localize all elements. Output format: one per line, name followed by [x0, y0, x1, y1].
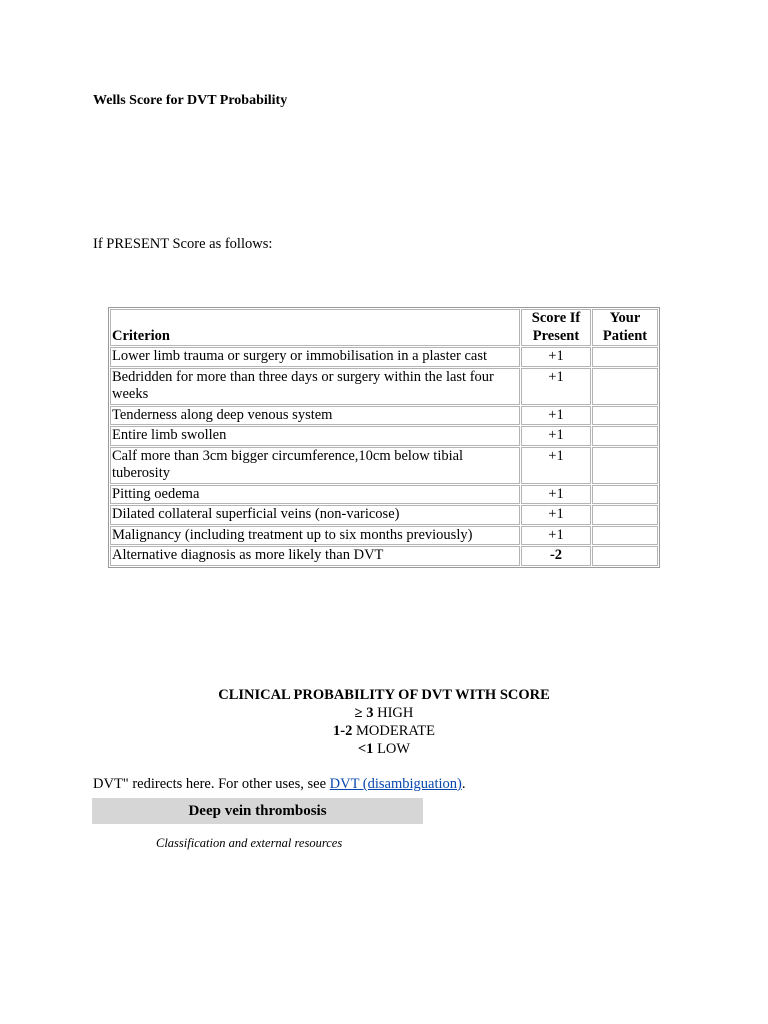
criterion-cell: Malignancy (including treatment up to six months previously)	[110, 526, 520, 546]
probability-title: CLINICAL PROBABILITY OF DVT WITH SCORE	[218, 687, 550, 703]
infobox-header: Deep vein thrombosis	[92, 798, 423, 824]
low-label: LOW	[373, 741, 411, 757]
criterion-cell: Entire limb swollen	[110, 426, 520, 446]
high-label: HIGH	[373, 705, 414, 721]
classification-caption: Classification and external resources	[156, 836, 343, 850]
score-header-line1: Score If	[531, 310, 581, 326]
criterion-cell: Tenderness along deep venous system	[110, 406, 520, 426]
patient-header-line2: Patient	[602, 327, 648, 344]
score-cell: +1	[521, 347, 591, 367]
disambiguation-link[interactable]: DVT (disambiguation)	[329, 776, 462, 792]
score-cell: +1	[521, 368, 591, 405]
table-row	[110, 406, 658, 426]
score-cell: +1	[521, 505, 591, 525]
page-title: Wells Score for DVT Probability	[93, 93, 288, 108]
score-header-line2: Present	[532, 327, 580, 344]
table-row	[110, 526, 658, 546]
redirect-note	[93, 776, 466, 793]
patient-cell[interactable]	[592, 505, 658, 525]
score-cell: +1	[521, 447, 591, 484]
table-row	[110, 347, 658, 367]
probability-moderate-line	[0, 722, 768, 740]
criterion-cell: Calf more than 3cm bigger circumference,10cm below tibial tuberosity	[110, 447, 520, 484]
moderate-label: MODERATE	[352, 723, 435, 739]
probability-high-line	[0, 704, 768, 722]
score-cell: -2	[521, 546, 591, 566]
score-cell: +1	[521, 526, 591, 546]
table-header-row	[110, 309, 658, 346]
intro-text: If PRESENT Score as follows:	[93, 236, 273, 252]
high-threshold: ≥ 3	[354, 705, 374, 721]
patient-cell[interactable]	[592, 347, 658, 367]
table-row	[110, 447, 658, 484]
criterion-cell: Bedridden for more than three days or surgery within the last four weeks	[110, 368, 520, 405]
table-row	[110, 426, 658, 446]
wells-score-table	[108, 307, 660, 568]
criterion-cell: Lower limb trauma or surgery or immobilisation in a plaster cast	[110, 347, 520, 367]
table-row	[110, 505, 658, 525]
patient-cell[interactable]	[592, 406, 658, 426]
patient-header	[592, 309, 658, 346]
patient-cell[interactable]	[592, 426, 658, 446]
table-row	[110, 368, 658, 405]
table-row	[110, 546, 658, 566]
criterion-header: Criterion	[110, 309, 520, 346]
criterion-cell: Alternative diagnosis as more likely than DVT	[110, 546, 520, 566]
probability-low-line	[0, 740, 768, 758]
score-cell: +1	[521, 406, 591, 426]
redirect-text: DVT" redirects here. For other uses, see	[93, 776, 330, 792]
low-threshold: <1	[357, 741, 374, 757]
criterion-cell: Pitting oedema	[110, 485, 520, 505]
score-header	[521, 309, 591, 346]
table-row	[110, 485, 658, 505]
patient-header-line1: Your	[609, 310, 641, 326]
moderate-threshold: 1-2	[333, 723, 353, 739]
patient-cell[interactable]	[592, 485, 658, 505]
redirect-text-end: .	[461, 776, 466, 792]
criterion-cell: Dilated collateral superficial veins (non-varicose)	[110, 505, 520, 525]
patient-cell[interactable]	[592, 368, 658, 405]
wells-table-body	[110, 347, 658, 566]
score-cell: +1	[521, 426, 591, 446]
score-cell: +1	[521, 485, 591, 505]
patient-cell[interactable]	[592, 546, 658, 566]
patient-cell[interactable]	[592, 526, 658, 546]
patient-cell[interactable]	[592, 447, 658, 484]
clinical-probability-block	[0, 686, 768, 758]
